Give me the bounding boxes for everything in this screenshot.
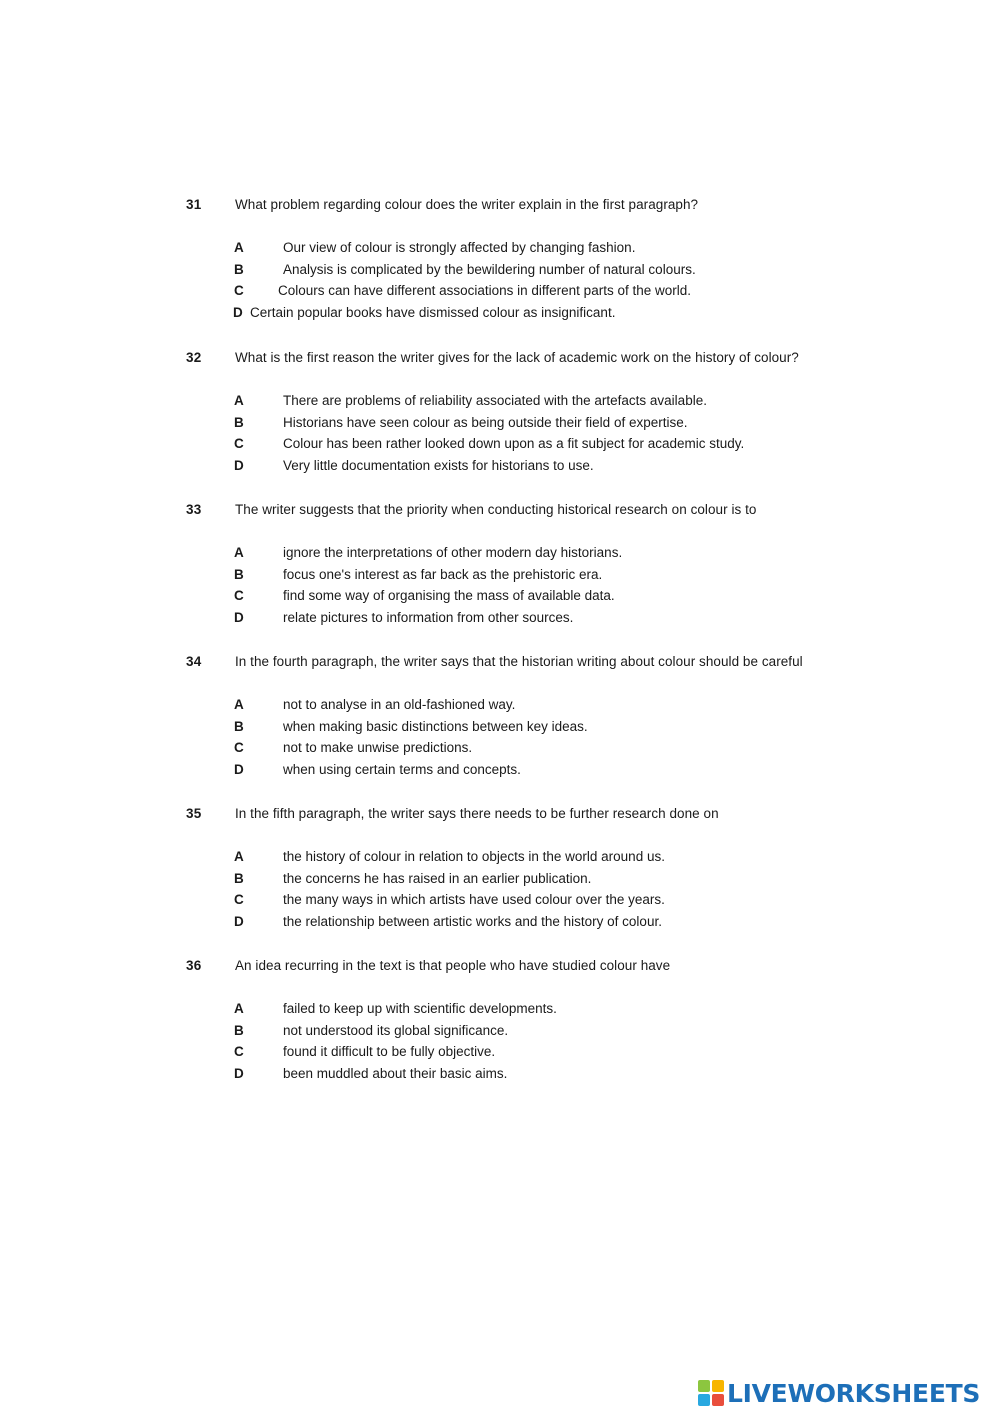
option-c [0,740,1000,762]
option-text: the many ways in which artists have used colour over the years. [283,892,665,908]
liveworksheets-logo-icon [698,1380,724,1406]
option-text: not understood its global significance. [283,1022,509,1038]
option-letter: C [234,740,244,756]
option-text: focus one's interest as far back as the prehistoric era. [283,566,603,582]
option-letter: A [234,240,244,255]
option-text: ignore the interpretations of other modern day historians. [283,545,623,560]
option-letter: B [234,261,244,277]
question-number: 34 [186,654,202,669]
option-text: failed to keep up with scientific developments. [283,1001,557,1016]
option-a [0,849,1000,871]
option-list [0,545,1000,631]
logo-square-green [698,1380,710,1392]
logo-square-blue [698,1394,710,1406]
option-a [0,545,1000,567]
question-number: 32 [186,350,202,365]
option-b [0,1023,1000,1045]
option-letter: B [234,566,244,582]
option-a [0,697,1000,719]
option-d [0,305,1000,327]
option-text: not to analyse in an old-fashioned way. [283,697,516,712]
question-text: What problem regarding colour does the writer explain in the first paragraph? [235,197,699,212]
question-text: In the fourth paragraph, the writer says that the historian writing about colour should be careful [235,654,803,669]
option-a [0,393,1000,415]
option-text: not to make unwise predictions. [283,740,473,756]
option-d [0,762,1000,784]
option-letter: D [233,304,243,320]
liveworksheets-brand[interactable] [698,1378,980,1408]
option-letter: D [234,913,244,929]
option-list [0,393,1000,479]
option-b [0,567,1000,589]
option-letter: D [234,1065,244,1081]
option-letter: C [234,436,244,452]
option-c [0,588,1000,610]
option-letter: B [234,414,244,430]
option-text: the concerns he has raised in an earlier publication. [283,870,592,886]
question-number: 36 [186,958,202,973]
option-text: Colours can have different associations in different parts of the world. [278,283,691,299]
option-letter: B [234,870,244,886]
option-letter: A [234,1001,244,1016]
option-c [0,283,1000,305]
option-letter: B [234,1022,244,1038]
option-b [0,262,1000,284]
option-d [0,914,1000,936]
option-list [0,849,1000,935]
option-text: found it difficult to be fully objective. [283,1044,496,1060]
option-text: Our view of colour is strongly affected by changing fashion. [283,240,636,255]
question-text: What is the first reason the writer gives for the lack of academic work on the history of colour? [235,350,799,365]
option-d [0,458,1000,480]
brand-text: LIVEWORKSHEETS [727,1378,981,1408]
option-letter: D [234,457,244,473]
option-d [0,610,1000,632]
option-list [0,697,1000,783]
option-text: when using certain terms and concepts. [283,761,521,777]
option-text: relate pictures to information from other sources. [283,609,574,625]
logo-square-yellow [712,1380,724,1392]
option-text: Very little documentation exists for historians to use. [283,457,594,473]
option-letter: C [234,588,244,604]
option-text: when making basic distinctions between key ideas. [283,718,588,734]
option-text: find some way of organising the mass of available data. [283,588,615,604]
option-letter: A [234,697,244,712]
logo-square-red [712,1394,724,1406]
option-text: the relationship between artistic works and the history of colour. [283,913,662,929]
option-text: Historians have seen colour as being outside their field of expertise. [283,414,688,430]
option-letter: D [234,609,244,625]
question-text: In the fifth paragraph, the writer says there needs to be further research done on [235,806,719,821]
option-text: Certain popular books have dismissed colour as insignificant. [250,304,616,320]
option-letter: C [234,283,244,299]
option-letter: D [234,761,244,777]
option-b [0,415,1000,437]
option-text: Analysis is complicated by the bewildering number of natural colours. [283,261,696,277]
question-text: The writer suggests that the priority when conducting historical research on colour is to [235,502,757,517]
option-c [0,892,1000,914]
option-a [0,1001,1000,1023]
option-d [0,1066,1000,1088]
option-b [0,719,1000,741]
option-c [0,436,1000,458]
question-number: 35 [186,806,202,821]
option-letter: A [234,849,244,864]
question-number: 31 [186,197,202,212]
option-text: been muddled about their basic aims. [283,1065,508,1081]
option-list [0,1001,1000,1087]
option-a [0,240,1000,262]
option-list [0,240,1000,326]
option-letter: C [234,892,244,908]
option-c [0,1044,1000,1066]
option-letter: C [234,1044,244,1060]
option-letter: A [234,545,244,560]
question-text: An idea recurring in the text is that people who have studied colour have [235,958,671,973]
option-text: Colour has been rather looked down upon as a fit subject for academic study. [283,436,745,452]
option-b [0,871,1000,893]
option-text: There are problems of reliability associated with the artefacts available. [283,393,707,408]
option-letter: A [234,393,244,408]
option-letter: B [234,718,244,734]
option-text: the history of colour in relation to objects in the world around us. [283,849,665,864]
question-number: 33 [186,502,202,517]
